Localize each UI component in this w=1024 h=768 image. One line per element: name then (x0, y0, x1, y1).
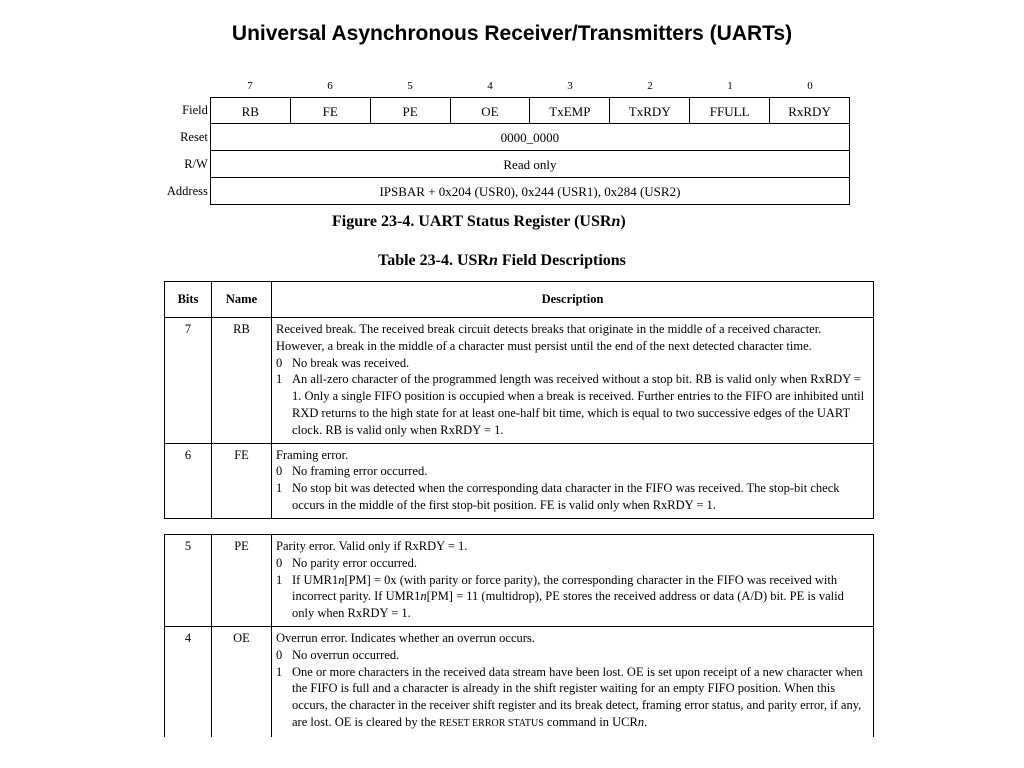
bit-number: 4 (487, 80, 493, 92)
option-1: 1 No stop bit was detected when the corresponding data character in the FIFO was received. The stop-bit check occurs in the middle of the first stop-bit position. FE is valid only when RxRDY = 1. (276, 481, 840, 512)
field-cell-fe: FE (291, 98, 371, 123)
bit-number: 2 (647, 80, 653, 92)
reset-value: 0000_0000 (500, 130, 560, 145)
field-cell-pe: PE (371, 98, 451, 123)
option-0: 0 No framing error occurred. (276, 464, 428, 479)
table-row (165, 318, 874, 444)
field-cell-rb: RB (211, 98, 291, 123)
description-intro: Parity error. Valid only if RxRDY = 1. (276, 539, 468, 553)
rw-value: Read only (503, 157, 557, 172)
bit-number-row (210, 80, 850, 96)
figure-caption: Figure 23-4. UART Status Register (USRn) (332, 213, 626, 230)
bit-number: 1 (727, 80, 733, 92)
bits-cell: 4 (165, 626, 212, 736)
field-description-table-continued (164, 534, 874, 737)
bit-number: 5 (407, 80, 413, 92)
header-description: Description (272, 282, 874, 318)
bit-number: 6 (327, 80, 333, 92)
table-header-row (165, 282, 874, 318)
table-row (165, 535, 874, 627)
description-intro: Overrun error. Indicates whether an overrun occurs. (276, 630, 535, 645)
bit-number: 7 (247, 80, 253, 92)
table-row (165, 443, 874, 518)
name-cell: OE (212, 626, 272, 736)
register-grid (160, 97, 850, 205)
register-rw-row (160, 151, 850, 178)
row-label-field: Field (182, 103, 208, 117)
row-label-address: Address (166, 184, 208, 198)
bits-cell: 7 (165, 318, 212, 444)
option-0: 0 No parity error occurred. (276, 555, 417, 570)
header-bits: Bits (165, 282, 212, 318)
header-name: Name (212, 282, 272, 318)
option-1: 1 An all-zero character of the programmed length was received without a stop bit. RB is valid only when RxRDY = 1. Only a single FIFO position is occupied when a break is received. Further entries to the FIFO are inhibited until RXD returns to the high state for at least one-half bit time, which is equal to two successive edges of the UART clock. RB is valid only when RxRDY = 1. (276, 372, 865, 437)
slide-title: Universal Asynchronous Receiver/Transmitters (UARTs) (231, 22, 793, 45)
option-0: 0 No overrun occurred. (276, 647, 400, 662)
bits-cell: 5 (165, 535, 212, 627)
description-cell (272, 626, 874, 736)
register-reset-row (160, 124, 850, 151)
row-label-reset: Reset (180, 130, 208, 144)
table-row (165, 626, 874, 736)
row-label-rw: R/W (184, 157, 208, 171)
name-cell: RB (212, 318, 272, 444)
name-cell: FE (212, 443, 272, 518)
option-0: 0 No break was received. (276, 355, 410, 370)
table-caption: Table 23-4. USRn Field Descriptions (378, 252, 626, 269)
field-cell-txemp: TxEMP (530, 98, 610, 123)
bit-number: 0 (807, 80, 813, 92)
field-cell-oe: OE (451, 98, 531, 123)
option-1: 1 One or more characters in the received data stream have been lost. OE is set upon receipt of a new character when the FIFO is full and a character is already in the shift register waiting for an empty FIFO position. When this occurs, the character in the receiver shift register and its break detect, framing error status, and parity error, if any, are lost. OE is cleared by the RESET ERROR STATUS command in UCRn. (276, 664, 863, 729)
description-cell (272, 318, 874, 444)
bit-number: 3 (567, 80, 573, 92)
description-cell (272, 535, 874, 627)
description-cell (272, 443, 874, 518)
field-cell-txrdy: TxRDY (610, 98, 690, 123)
description-intro: Framing error. (276, 447, 349, 462)
register-address-row (160, 178, 850, 205)
name-cell: PE (212, 535, 272, 627)
field-cell-rxrdy: RxRDY (788, 104, 831, 119)
field-description-table (164, 281, 874, 519)
option-1: 1 If UMR1n[PM] = 0x (with parity or force parity), the corresponding character in the FIFO was received with incorrect parity. If UMR1n[PM] = 11 (multidrop), PE stores the received address or data (A/D) bit. PE is valid only when RxRDY = 1. (276, 572, 844, 621)
description-intro: Received break. The received break circuit detects breaks that originate in the middle of a received character. However, a break in the middle of a character must persist until the end of the next detected character time. (276, 322, 822, 353)
address-value: IPSBAR + 0x204 (USR0), 0x244 (USR1), 0x284 (USR2) (379, 184, 681, 199)
field-cell-ffull: FFULL (690, 98, 770, 123)
register-field-row (160, 97, 850, 124)
bits-cell: 6 (165, 443, 212, 518)
